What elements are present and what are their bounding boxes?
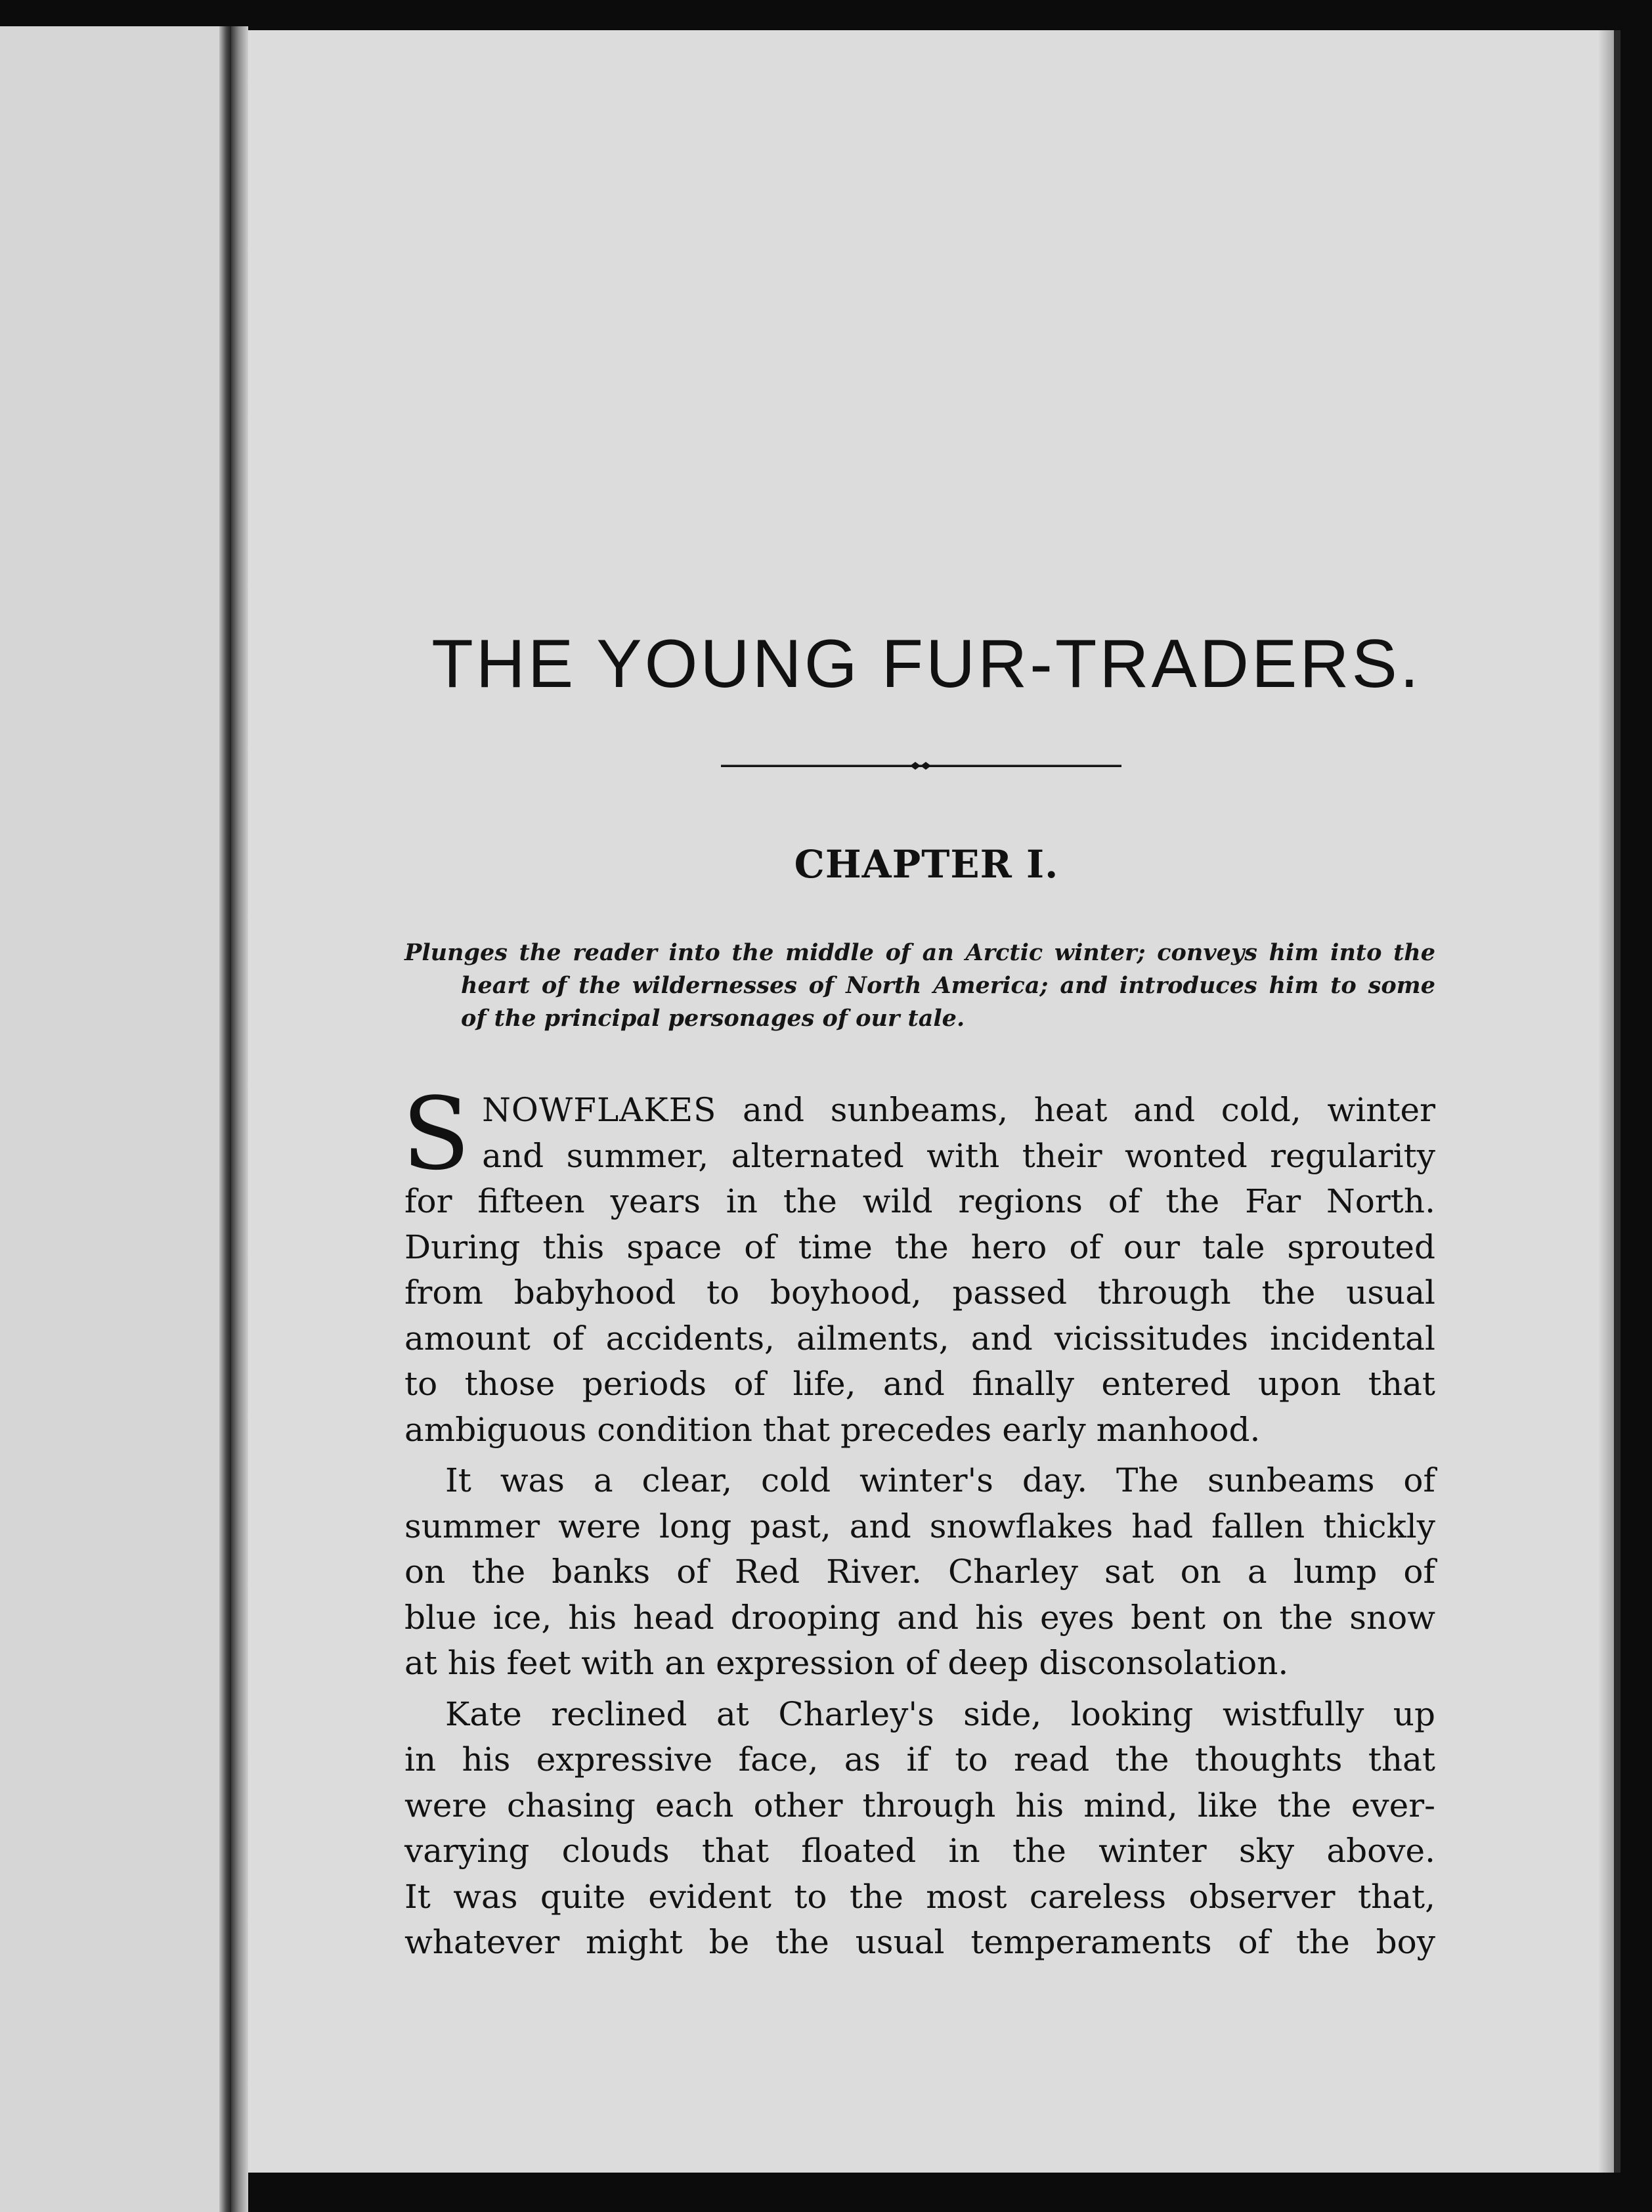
- synopsis-line: heart of the wildernesses of North America; and introduces him to some: [461, 972, 1435, 999]
- chapter-body: [402, 1076, 1435, 1966]
- synopsis-line: Plunges the reader into the middle of an Arctic winter; conveys him into the: [404, 939, 1435, 966]
- book-page: [248, 30, 1620, 2173]
- paragraph: [404, 1458, 1435, 1687]
- text-line: summer were long past, and snowflakes had fallen thickly: [404, 1507, 1435, 1545]
- text-line: Kate reclined at Charley's side, looking wistfully up: [445, 1694, 1435, 1733]
- text-line: for fifteen years in the wild regions of the Far North.: [404, 1182, 1435, 1220]
- text-line: whatever might be the usual temperaments of the boy: [404, 1923, 1435, 1961]
- text-line: in his expressive face, as if to read the thoughts that: [404, 1740, 1435, 1779]
- text-line: to those periods of life, and finally entered upon that: [404, 1365, 1435, 1403]
- text-line: blue ice, his head drooping and his eyes bent on the snow: [404, 1598, 1435, 1637]
- page-edge-shadow: [1598, 30, 1614, 2173]
- facing-blank-page: [0, 26, 231, 2212]
- text-line: varying clouds that floated in the winter sky above.: [404, 1832, 1435, 1870]
- text-line: on the banks of Red River. Charley sat on a lump of: [404, 1553, 1435, 1591]
- synopsis-line: of the principal personages of our tale.: [461, 1005, 965, 1032]
- title-rule-ornament: [721, 759, 1121, 772]
- text-line: ambiguous condition that precedes early manhood.: [404, 1410, 1261, 1449]
- drop-cap: S: [402, 1076, 471, 1192]
- text-line: were chasing each other through his mind, like the ever-: [404, 1786, 1435, 1825]
- book-title: THE YOUNG FUR-TRADERS.: [431, 626, 1422, 702]
- chapter-synopsis: [404, 937, 1435, 1035]
- text-line: from babyhood to boyhood, passed through the usual: [404, 1273, 1435, 1312]
- chapter-heading: CHAPTER I.: [794, 842, 1059, 887]
- text-line: It was a clear, cold winter's day. The sunbeams of: [445, 1461, 1435, 1499]
- text-line: It was quite evident to the most careless observer that,: [404, 1877, 1435, 1916]
- first-word: NOWFLAKES: [482, 1091, 717, 1129]
- text-line: at his feet with an expression of deep disconsolation.: [404, 1644, 1289, 1682]
- paragraph: [402, 1076, 1435, 1453]
- text-line: During this space of time the hero of our tale sprouted: [404, 1228, 1435, 1266]
- book-gutter: [231, 26, 248, 2212]
- paragraph: [404, 1692, 1435, 1966]
- facing-page-edge: [219, 26, 231, 2212]
- text-line: [404, 1088, 1435, 1134]
- text-line: amount of accidents, ailments, and vicissitudes incidental: [404, 1319, 1435, 1358]
- text-line: and summer, alternated with their wonted regularity: [482, 1136, 1435, 1175]
- text-line-rest: and sunbeams, heat and cold, winter: [716, 1091, 1435, 1129]
